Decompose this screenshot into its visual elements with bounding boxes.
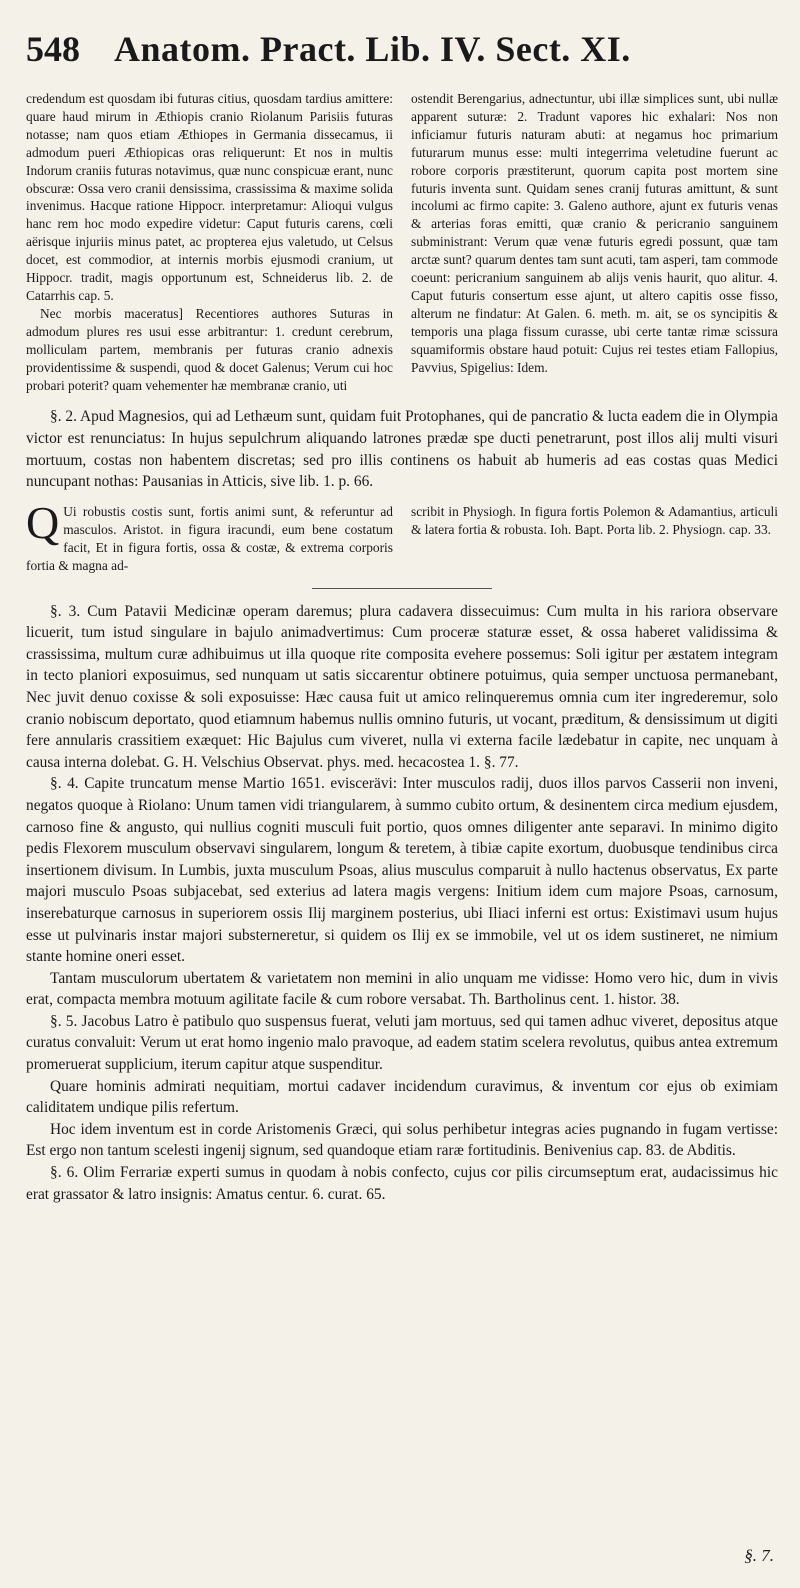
separator-rule [312, 588, 492, 589]
section-2-text: §. 2. Apud Magnesios, qui ad Lethæum sunt, quidam fuit Protophanes, qui de pancratio & lucta eadem die in Olympia victor est renunciatus: In hujus sepulchrum aliquando latrones prædæ spe ducti penetrarunt, post illos alij multi visuri mortuum, costas non habentem discretas; sed pro illis continens os habuit ab humeris ad eas costas quas Medici nuncupant nothas: Pausanias in Atticis, sive lib. 1. p. 66. [26, 408, 778, 491]
commentary-right [411, 503, 778, 576]
section-5-paragraph-1: §. 5. Jacobus Latro è patibulo quo suspensus fuerat, veluti jam mortuus, sed qui tamen adhuc viveret, depositus atque curatus convaluit: Verum ut erat homo ingenio malo pravoque, ad eadem statim scelera revolutus, quibus antea extremum promeruerat supplicium, iterum capitur atque suspenditur. [26, 1012, 778, 1074]
right-column [411, 90, 778, 394]
top-two-column-text [26, 90, 778, 394]
right-paragraph-1: ostendit Berengarius, adnectuntur, ubi illæ simplices sunt, ubi nullæ apparent suturæ: 2. Tradunt vapores hic exhalari: Nos non inficiamur futuris naturam abuti: at negamus hoc primarium futurarum munus esse: multi integerrima veletudine fuerunt ac robore corporis præstiterunt, quorum capita post mortem sine futuris inventa sunt. Quidam senes cranij futuras amittunt, & sunt incolumi ac firmo capite: 3. Galeno authore, ajunt ex futuris venas & arterias foras emitti, quæ cranio & pericranio sanguinem subministrant: Verum quæ venæ futuris egredi possunt, quæ tam arctæ sunt? quarum dentes tam sunt acuti, tam asperi, tam commode coeunt: pericranium sanguinem ab alijs venis haurit, quo alitur. 4. Caput futuris consertum esse ajunt, ut altero capitis osse fisso, alterum ne findatur: At Galen. 6. meth. m. ait, se os syncipitis & temporis una plaga fissum curasse, ubi certe tantæ rimæ scissura squamiformis obstare haud potuit: Cujus rei testes etiam Fallopius, Pavvius, Spigelius: Idem. [411, 91, 778, 375]
section-6-text: §. 6. Olim Ferrariæ experti sumus in quodam à nobis confecto, cujus cor pilis circumseptum erat, audacissimus hic erat grassator & latro insignis: Amatus centur. 6. curat. 65. [26, 1164, 778, 1203]
left-column [26, 90, 393, 394]
catchword: §. 7. [744, 1546, 774, 1565]
section-3-text: §. 3. Cum Patavii Medicinæ operam daremus; plura cadavera dissecuimus: Cum multa in his rariora observare licuerit, tum istud singulare in bajulo animadvertimus: Cum proceræ staturæ esset, & ossa haberet validissima & crassissima, multum curæ adhibuimus ut illa quoque rite composita evehere possemus: Soli igitur per æstatem integram in tecto planiori exposuimus, sed nunquam ut satis siccarentur obtinere potuimus, quia semper unctuosa permanebant, Nec juvit denuo coxisse & soli exposuisse: Hæc causa fuit ut amico relinqueremus omnia cum iter ingrederemur, solo cranio nobiscum deportato, quod etiamnum habemus nullis omnino futuris, ut vocant, præditum, & densissimum ut digiti fere annularis crassitiem exæquet: Hic Bajulus cum viveret, nulla vi externa facile lædebatur in capite, nec unquam à causa interna dolebat. G. H. Velschius Observat. phys. med. hecacostea 1. §. 77. [26, 602, 778, 771]
left-paragraph-1: credendum est quosdam ibi futuras citius, quosdam tardius amittere: quare haud mirum in Æthiopis cranio Riolanum Parisiis futuras notasse; nam quos etiam Æthiopes in Germania dissecamus, ii admodum pueri Æthiopicas oras reliquerunt: Et nos in multis Indorum craniis futuras notavimus, quæ nunc conspicuæ erant, nunc obscuræ: Ossa vero cranii densissima, crassissima & maxime solida invenimus. Hacque ratione Hippocr. interpretamur: Alioqui vulgus hanc rem hoc modo expedire videtur: Caput futuris carens, cœli aërisque injuriis minus patet, ac propterea ejus valetudo, ut Celsus docet, est commodior, at internis morbis ejusmodi cranium, ut Hippocr. tradit, magis opportunum est, Schneiderus lib. 2. de Catarrhis cap. 5. [26, 91, 393, 303]
running-title: Anatom. Pract. Lib. IV. Sect. XI. [114, 29, 631, 69]
section-5-paragraph-3: Hoc idem inventum est in corde Aristomenis Græci, qui solus perhibetur integras acies pugnando in fugam vertisse: Est ergo non tantum scelesti ingenij signum, sed quandoque etiam raræ fortitudinis. Benivenius cap. 83. de Abditis. [26, 1120, 778, 1160]
page-number: 548 [26, 29, 80, 69]
section-5 [26, 1011, 778, 1162]
section-4-paragraph-2: Tantam musculorum ubertatem & varietatem non memini in alio unquam me vidisse: Homo vero hic, dum in vivis erat, compacta membra motuum agilitate facile & cum robore versabat. Th. Bartholinus cent. 1. histor. 38. [26, 969, 778, 1009]
section-4 [26, 773, 778, 1011]
commentary-left-text: Ui robustis costis sunt, fortis animi sunt, & referuntur ad masculos. Aristot. in figura iracundi, eum bene costatum facit, Et in figura fortis, ossa & costæ, & extrema corporis fortia & magna ad- [26, 503, 393, 574]
section-5-paragraph-2: Quare hominis admirati nequitiam, mortui cadaver incidendum curavimus, & inventum cor ejus ob eximiam caliditatem undique pilis refertum. [26, 1077, 778, 1117]
page-header [26, 28, 778, 90]
left-paragraph-2: Nec morbis maceratus] Recentiores authores Suturas in admodum plures res usui esse arbitrantur: 1. credunt cerebrum, molliculam partem, membranis per futuras cranio adnexis providentissime & suspendi, quod & docet Galenus; Verum cui hoc probari poterit? quam vehementer hæ membranæ cranio, uti [26, 305, 393, 393]
drop-capital: Q [26, 496, 60, 548]
commentary-left [26, 496, 393, 576]
section-3 [26, 601, 778, 774]
section-4-paragraph-1: §. 4. Capite truncatum mense Martio 1651. eviscerävi: Inter musculos radij, duos illos parvos Casserii non inveni, negatos quoque à Riolano: Unum tamen vidi triangularem, à summo cubito ortum, & desinentem circa medium ejusdem, carnoso fine & angusto, qui nullius cogniti musculi fuit portio, quos omnes diligenter ante separavi. In minimo digito pedis Flexorem musculum observavi singularem, longum & teretem, à tibiæ capite exortum, duobusque tendinibus circa insertionem divisum. In Lumbis, juxta musculum Psoas, alius musculus comparuit à nullo hactenus observatus, Ex parte majori musculo Psoas subjacebat, sed exterius ad latera magis vergens: Initium idem cum majore Psoas, carnosum, inserebaturque carnosus in superiorem ossis Ilij marginem posterius, ubi Iliaci inferni est ortus: Existimavi usum hujus esse ut pulvinaris instar majori substerneretur, si quidem os Ilij ex se immobile, vel ut os idem sustineret, ne nimium stante homine oneri esset. [26, 775, 778, 966]
section-2 [26, 406, 778, 492]
commentary-two-column [26, 496, 778, 576]
commentary-right-text: scribit in Physiogh. In figura fortis Polemon & Adamantius, articuli & latera fortia & robusta. Ioh. Bapt. Porta lib. 2. Physiogn. cap. 33. [411, 503, 778, 537]
section-6 [26, 1162, 778, 1205]
